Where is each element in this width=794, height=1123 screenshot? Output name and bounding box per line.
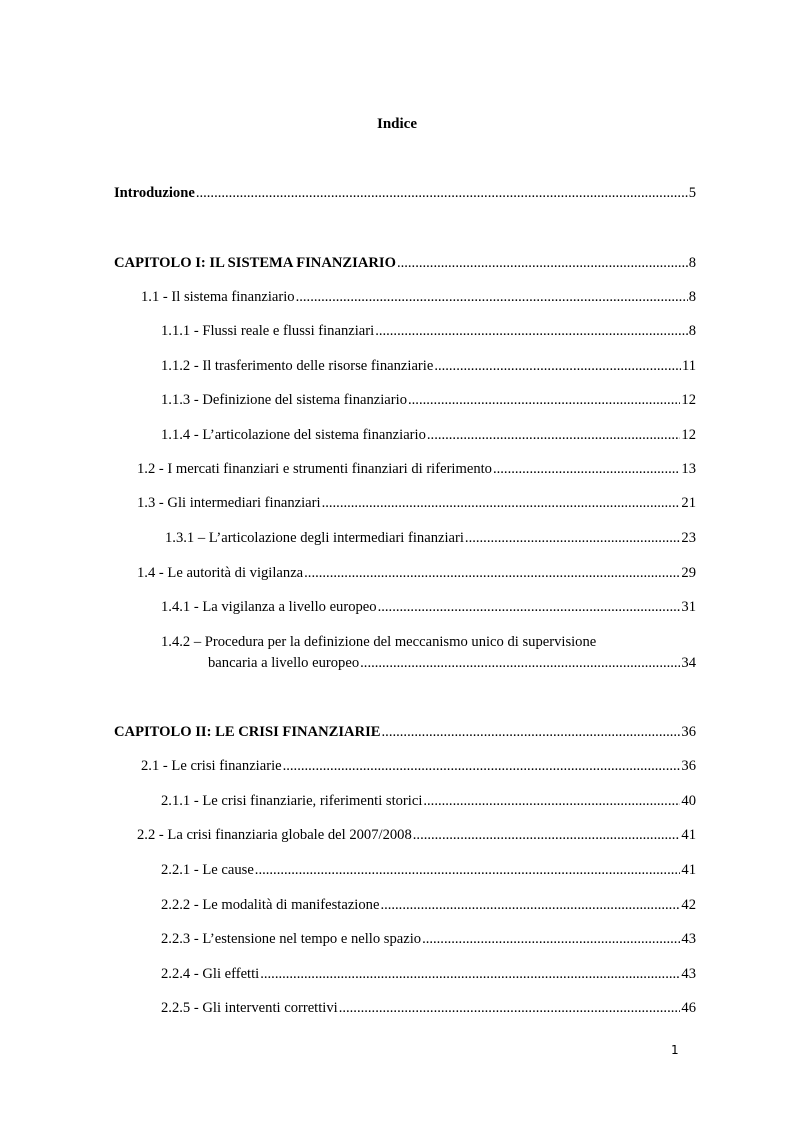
toc-entry-page: 43 [681,931,696,947]
toc-entry-title: 1.1.2 - Il trasferimento delle risorse finanziarie [161,358,434,374]
toc-entry-title: 1.1.1 - Flussi reale e flussi finanziari [161,323,375,339]
toc-entry-title-continued: bancaria a livello europeo [208,655,360,671]
toc-entry-title: 1.1.4 - L’articolazione del sistema finanziario [161,427,426,443]
toc-entry-page: 29 [681,565,696,581]
toc-entry[interactable] [141,757,696,775]
toc-entry-title: 1.3.1 – L’articolazione degli intermediari finanziari [165,530,464,546]
toc-entry-page: 41 [681,827,696,843]
toc-entry[interactable] [161,598,696,616]
toc-entry[interactable] [161,792,696,810]
dot-leader [397,254,688,272]
toc-entry-title: 2.1.1 - Le crisi finanziarie, riferimenti storici [161,793,423,809]
toc-entry[interactable] [161,965,696,983]
toc-entry-title: 2.2.2 - Le modalità di manifestazione [161,897,380,913]
dot-leader [322,494,681,512]
toc-entry[interactable] [137,564,696,582]
dot-leader [382,723,681,741]
toc-entry-title: 2.1 - Le crisi finanziarie [141,758,282,774]
dot-leader [465,529,680,547]
toc-entry-title: Introduzione [114,185,195,201]
dot-leader [360,654,680,672]
toc-entry-title: 2.2.5 - Gli interventi correttivi [161,1000,338,1016]
toc-entry[interactable] [114,723,696,741]
dot-leader [493,460,680,478]
toc-entry[interactable] [161,426,696,444]
toc-entry-page: 34 [681,655,696,671]
toc-entry[interactable] [161,999,696,1017]
toc-entry-page: 42 [681,897,696,913]
toc-entry-page: 46 [681,1000,696,1016]
toc-entry-title: CAPITOLO II: LE CRISI FINANZIARIE [114,724,381,740]
dot-leader [434,357,681,375]
toc-entry-title: 1.4.2 – Procedura per la definizione del meccanismo unico di supervisione [161,634,597,650]
toc-entry[interactable] [161,861,696,879]
toc-entry[interactable] [114,254,696,272]
dot-leader [408,391,680,409]
toc-entry-title: CAPITOLO I: IL SISTEMA FINANZIARIO [114,255,396,271]
toc-entry-page: 12 [681,392,696,408]
dot-leader [427,426,681,444]
toc-entry[interactable] [137,494,696,512]
dot-leader [380,896,680,914]
toc-entry-page: 40 [681,793,696,809]
toc-entry-page: 41 [681,862,696,878]
toc-entry-title: 2.2.4 - Gli effetti [161,966,260,982]
toc-entry-page: 11 [681,358,696,374]
dot-leader [339,999,681,1017]
toc-entry-title: 1.3 - Gli intermediari finanziari [137,495,321,511]
toc-entry[interactable] [141,288,696,306]
page-title: Indice [376,116,417,132]
toc-entry[interactable] [137,826,696,844]
dot-leader [423,792,680,810]
toc-entry-title: 2.2.3 - L’estensione nel tempo e nello spazio [161,931,422,947]
toc-entry-page: 8 [688,255,696,271]
dot-leader [260,965,680,983]
toc-entry-page: 21 [681,495,696,511]
toc-entry[interactable] [161,357,696,375]
dot-leader [296,288,688,306]
dot-leader [283,757,681,775]
toc-entry[interactable] [161,322,696,340]
toc-entry[interactable] [161,391,696,409]
toc-entry-page: 36 [681,758,696,774]
toc-entry-title: 2.2.1 - Le cause [161,862,254,878]
toc-entry[interactable] [161,896,696,914]
toc-entry-title: 1.1 - Il sistema finanziario [141,289,295,305]
dot-leader [378,598,681,616]
toc-entry-title: 1.1.3 - Definizione del sistema finanziario [161,392,407,408]
dot-leader [255,861,681,879]
dot-leader [196,184,688,202]
toc-entry-page: 8 [688,289,696,305]
toc-entry[interactable] [114,184,696,202]
toc-entry-title: 1.4 - Le autorità di vigilanza [137,565,304,581]
toc-entry-page: 12 [681,427,696,443]
dot-leader [422,930,680,948]
toc-entry-page: 23 [681,530,696,546]
toc-entry-title: 1.2 - I mercati finanziari e strumenti finanziari di riferimento [137,461,492,477]
toc-entry[interactable] [165,529,696,547]
dot-leader [413,826,681,844]
toc-entry-page: 43 [681,966,696,982]
toc-entry-title: 1.4.1 - La vigilanza a livello europeo [161,599,377,615]
toc-entry-title: 2.2 - La crisi finanziaria globale del 2007/2008 [137,827,412,843]
toc-entry[interactable] [137,460,696,478]
toc-entry-page: 5 [688,185,696,201]
toc-entry[interactable] [161,633,696,672]
dot-leader [375,322,688,340]
toc-entry-page: 13 [681,461,696,477]
page-number: 1 [671,1043,679,1057]
toc-entry-page: 8 [688,323,696,339]
toc-entry-page: 31 [681,599,696,615]
toc-entry-page: 36 [681,724,696,740]
dot-leader [304,564,680,582]
toc-entry[interactable] [161,930,696,948]
